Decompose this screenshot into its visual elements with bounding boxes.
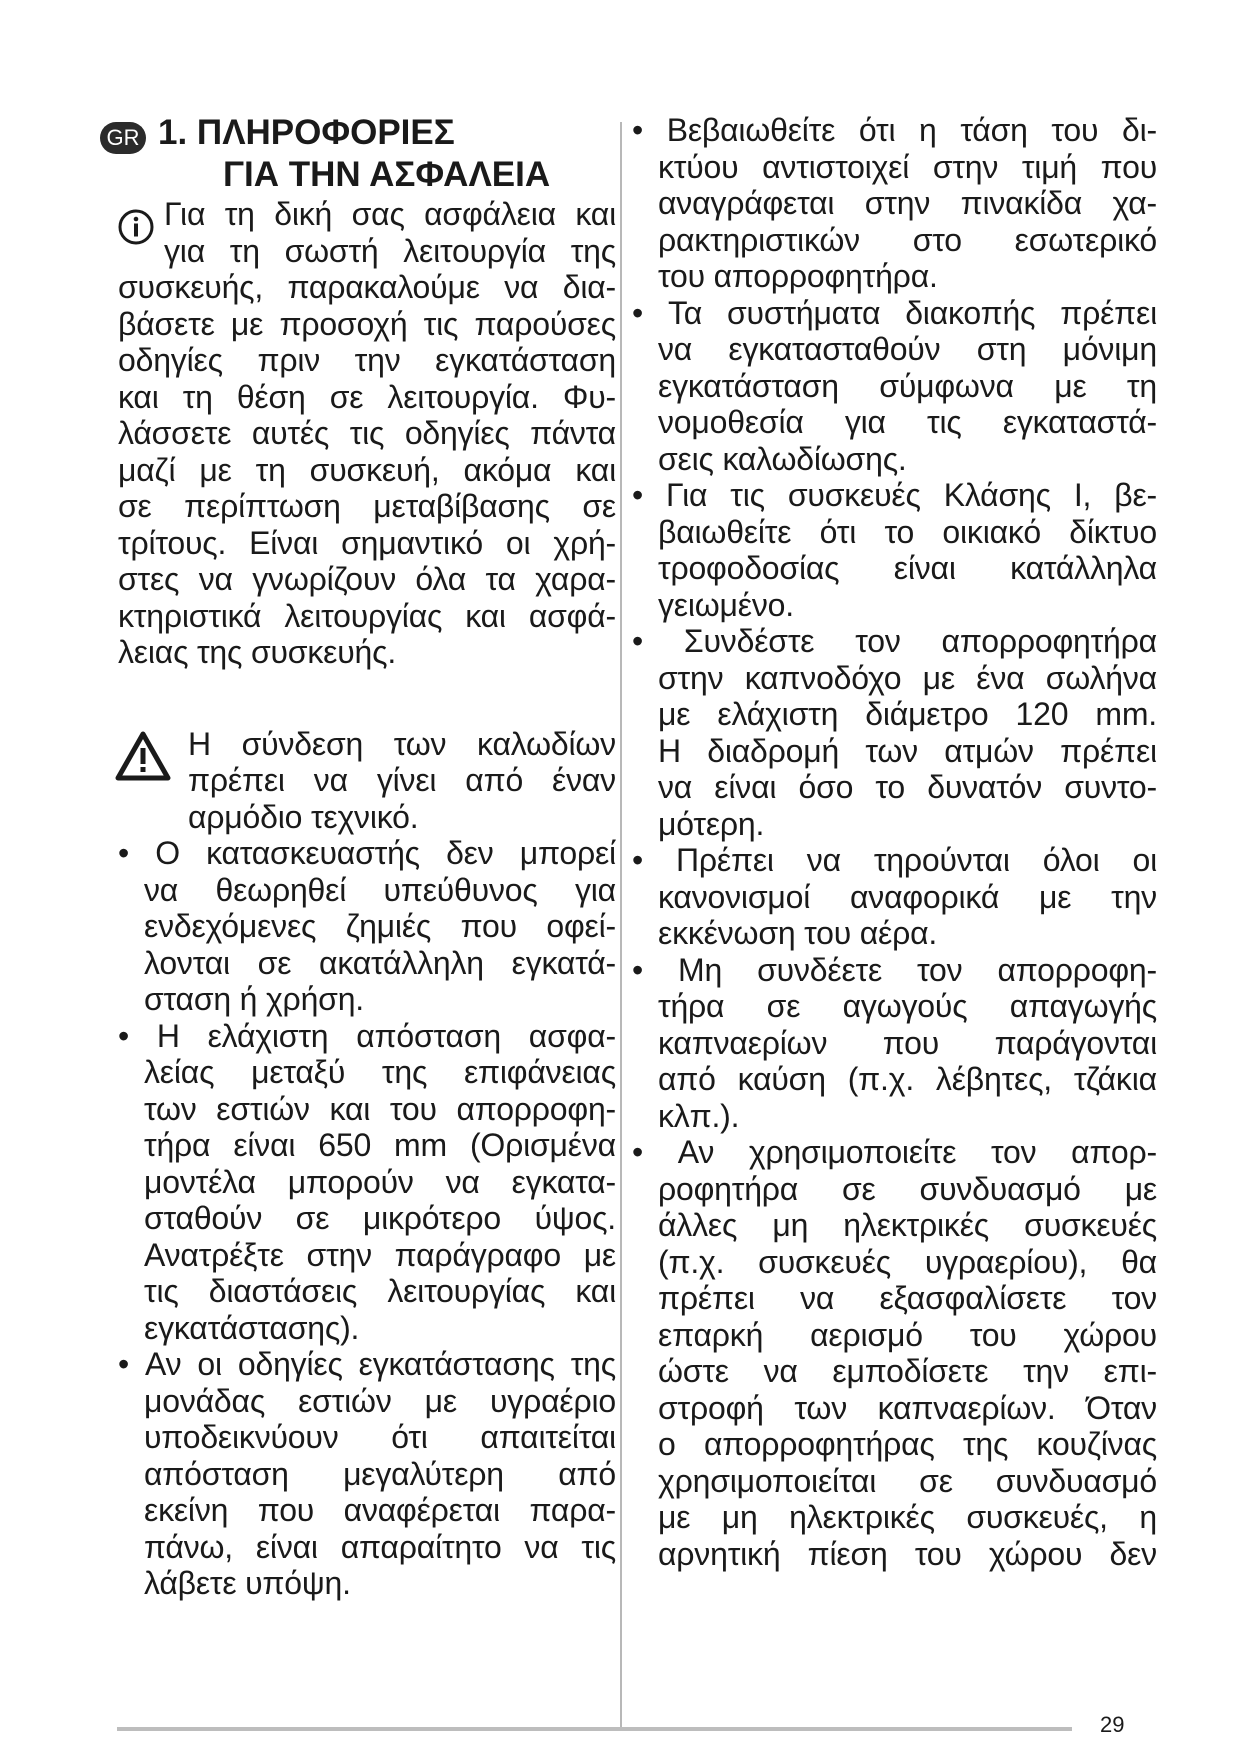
right-line: να εγκατασταθούν στη μόνιμη <box>658 331 1157 367</box>
right-line: κανονισμοί αναφορικά με την <box>658 878 1157 915</box>
left-line: • Ο κατασκευαστής δεν μπορεί <box>118 835 616 871</box>
left-line: βάσετε με προσοχή τις παρούσες <box>118 305 616 342</box>
right-line: εκκένωση του αέρα. <box>658 915 938 951</box>
section-heading-line-1: 1. ΠΛΗΡΟΦΟΡΙΕΣ <box>158 113 455 152</box>
right-line: από καύση (π.χ. λέβητες, τζάκια <box>658 1061 1157 1097</box>
left-line: εκείνη που αναφέρεται παρα- <box>144 1492 616 1528</box>
left-line: λείας μεταξύ της επιφάνειας <box>144 1054 616 1090</box>
right-line: κλπ.). <box>658 1097 740 1134</box>
left-line: σταθούν σε μικρότερο ύψος. <box>144 1200 616 1236</box>
right-line: (π.χ. συσκευές υγραερίου), θα <box>658 1243 1157 1280</box>
left-body-text <box>118 196 616 1602</box>
right-line: στροφή των καπναερίων. Όταν <box>658 1389 1157 1426</box>
left-line: απόσταση μεγαλύτερη από <box>144 1455 616 1492</box>
right-line: • Πρέπει να τηρούνται όλοι οι <box>632 842 1157 878</box>
right-line: μότερη. <box>658 805 765 842</box>
right-line: ώστε να εμποδίσετε την επι- <box>658 1353 1157 1389</box>
left-line: υποδεικνύουν ότι απαιτείται <box>144 1419 616 1455</box>
left-line: κτηριστικά λειτουργίας και ασφά- <box>118 597 616 634</box>
right-line: αναγράφεται στην πινακίδα χα- <box>658 185 1157 221</box>
right-line: ο απορροφητήρας της κουζίνας <box>658 1426 1157 1462</box>
right-line: να είναι όσο το δυνατόν συντο- <box>658 769 1157 805</box>
left-line: τήρα είναι 650 mm (Ορισμένα <box>144 1127 616 1163</box>
right-line: τροφοδοσίας είναι κατάλληλα <box>658 550 1157 586</box>
left-line: λονται σε ακατάλληλη εγκατά- <box>144 944 616 981</box>
left-line: συσκευής, παρακαλούμε να δια- <box>118 269 616 305</box>
left-line: τις διαστάσεις λειτουργίας και <box>144 1273 616 1309</box>
left-line: • Αν οι οδηγίες εγκατάστασης της <box>118 1346 616 1382</box>
right-line: με ελάχιστη διάμετρο 120 mm. <box>658 696 1157 732</box>
column-divider <box>620 122 622 1727</box>
left-line: πάνω, είναι απαραίτητο να τις <box>144 1528 616 1565</box>
left-line: τρίτους. Είναι σημαντικό οι χρή- <box>118 524 616 561</box>
left-line: λάβετε υπόψη. <box>144 1565 351 1601</box>
right-line: Η διαδρομή των ατμών πρέπει <box>658 732 1157 769</box>
left-line: πρέπει να γίνει από έναν <box>188 762 616 798</box>
right-line: επαρκή αερισμό του χώρου <box>658 1316 1157 1353</box>
page-number: 29 <box>1100 1712 1125 1737</box>
left-line: οδηγίες πριν την εγκατάσταση <box>118 342 616 378</box>
footer-rule <box>117 1727 1072 1731</box>
right-line: βαιωθείτε ότι το οικιακό δίκτυο <box>658 513 1157 550</box>
left-line: των εστιών και του απορροφη- <box>144 1090 616 1127</box>
right-line: ροφητήρα σε συνδυασμό με <box>658 1170 1157 1207</box>
right-line: με μη ηλεκτρικές συσκευές, η <box>658 1499 1157 1535</box>
right-line: • Συνδέστε τον απορροφητήρα <box>632 623 1157 659</box>
right-line: • Για τις συσκευές Κλάσης I, βε- <box>632 477 1157 513</box>
left-line: Για τη δική σας ασφάλεια και <box>164 196 616 232</box>
left-line: σταση ή χρήση. <box>144 981 364 1017</box>
right-line: • Βεβαιωθείτε ότι η τάση του δι- <box>632 112 1157 148</box>
left-line: μοντέλα μπορούν να εγκατα- <box>144 1163 616 1200</box>
left-line: για τη σωστή λειτουργία της <box>164 232 616 269</box>
left-line: αρμόδιο τεχνικό. <box>188 798 419 835</box>
right-line: τήρα σε αγωγούς απαγωγής <box>658 988 1157 1024</box>
left-line: λάσσετε αυτές τις οδηγίες πάντα <box>118 415 616 451</box>
left-line: και τη θέση σε λειτουργία. Φυ- <box>118 378 616 415</box>
right-line: εγκατάσταση σύμφωνα με τη <box>658 367 1157 404</box>
language-badge: GR <box>100 122 146 154</box>
left-line: Ανατρέξτε στην παράγραφο με <box>144 1236 616 1273</box>
left-line: Η σύνδεση των καλωδίων <box>188 725 616 762</box>
left-line <box>118 671 616 726</box>
right-line: νομοθεσία για τις εγκαταστά- <box>658 404 1157 440</box>
right-line: στην καπνοδόχο με ένα σωλήνα <box>658 659 1157 696</box>
right-line: κτύου αντιστοιχεί στην τιμή που <box>658 148 1157 185</box>
left-line: μονάδας εστιών με υγραέριο <box>144 1382 616 1419</box>
left-line: να θεωρηθεί υπεύθυνος για <box>144 871 616 908</box>
right-line: χρησιμοποιείται σε συνδυασμό <box>658 1462 1157 1499</box>
left-line: • Η ελάχιστη απόσταση ασφα- <box>118 1017 616 1054</box>
left-line: σε περίπτωση μεταβίβασης σε <box>118 488 616 524</box>
left-line: ενδεχόμενες ζημιές που οφεί- <box>144 908 616 944</box>
right-line: πρέπει να εξασφαλίσετε τον <box>658 1280 1157 1316</box>
right-line: • Μη συνδέετε τον απορροφη- <box>632 951 1157 988</box>
right-line: αρνητική πίεση του χώρου δεν <box>658 1535 1157 1572</box>
left-line: εγκατάστασης). <box>144 1309 360 1346</box>
right-line: καπναερίων που παράγονται <box>658 1024 1157 1061</box>
right-body-text <box>632 112 1157 1572</box>
right-line: του απορροφητήρα. <box>658 258 938 294</box>
right-column <box>632 112 1157 1572</box>
left-line: λειας της συσκευής. <box>118 634 397 670</box>
right-line: άλλες μη ηλεκτρικές συσκευές <box>658 1207 1157 1243</box>
right-line: σεις καλωδίωσης. <box>658 440 907 477</box>
right-line: • Αν χρησιμοποιείτε τον απορ- <box>632 1134 1157 1170</box>
section-heading-line-2: ΓΙΑ ΤΗΝ ΑΣΦΑΛΕΙΑ <box>223 155 551 194</box>
right-line: ρακτηριστικών στο εσωτερικό <box>658 221 1157 258</box>
right-line: γειωμένο. <box>658 586 794 623</box>
left-line: μαζί με τη συσκευή, ακόμα και <box>118 451 616 488</box>
left-column <box>118 112 616 1602</box>
right-line: • Τα συστήματα διακοπής πρέπει <box>632 294 1157 331</box>
left-line: στες να γνωρίζουν όλα τα χαρα- <box>118 561 616 597</box>
